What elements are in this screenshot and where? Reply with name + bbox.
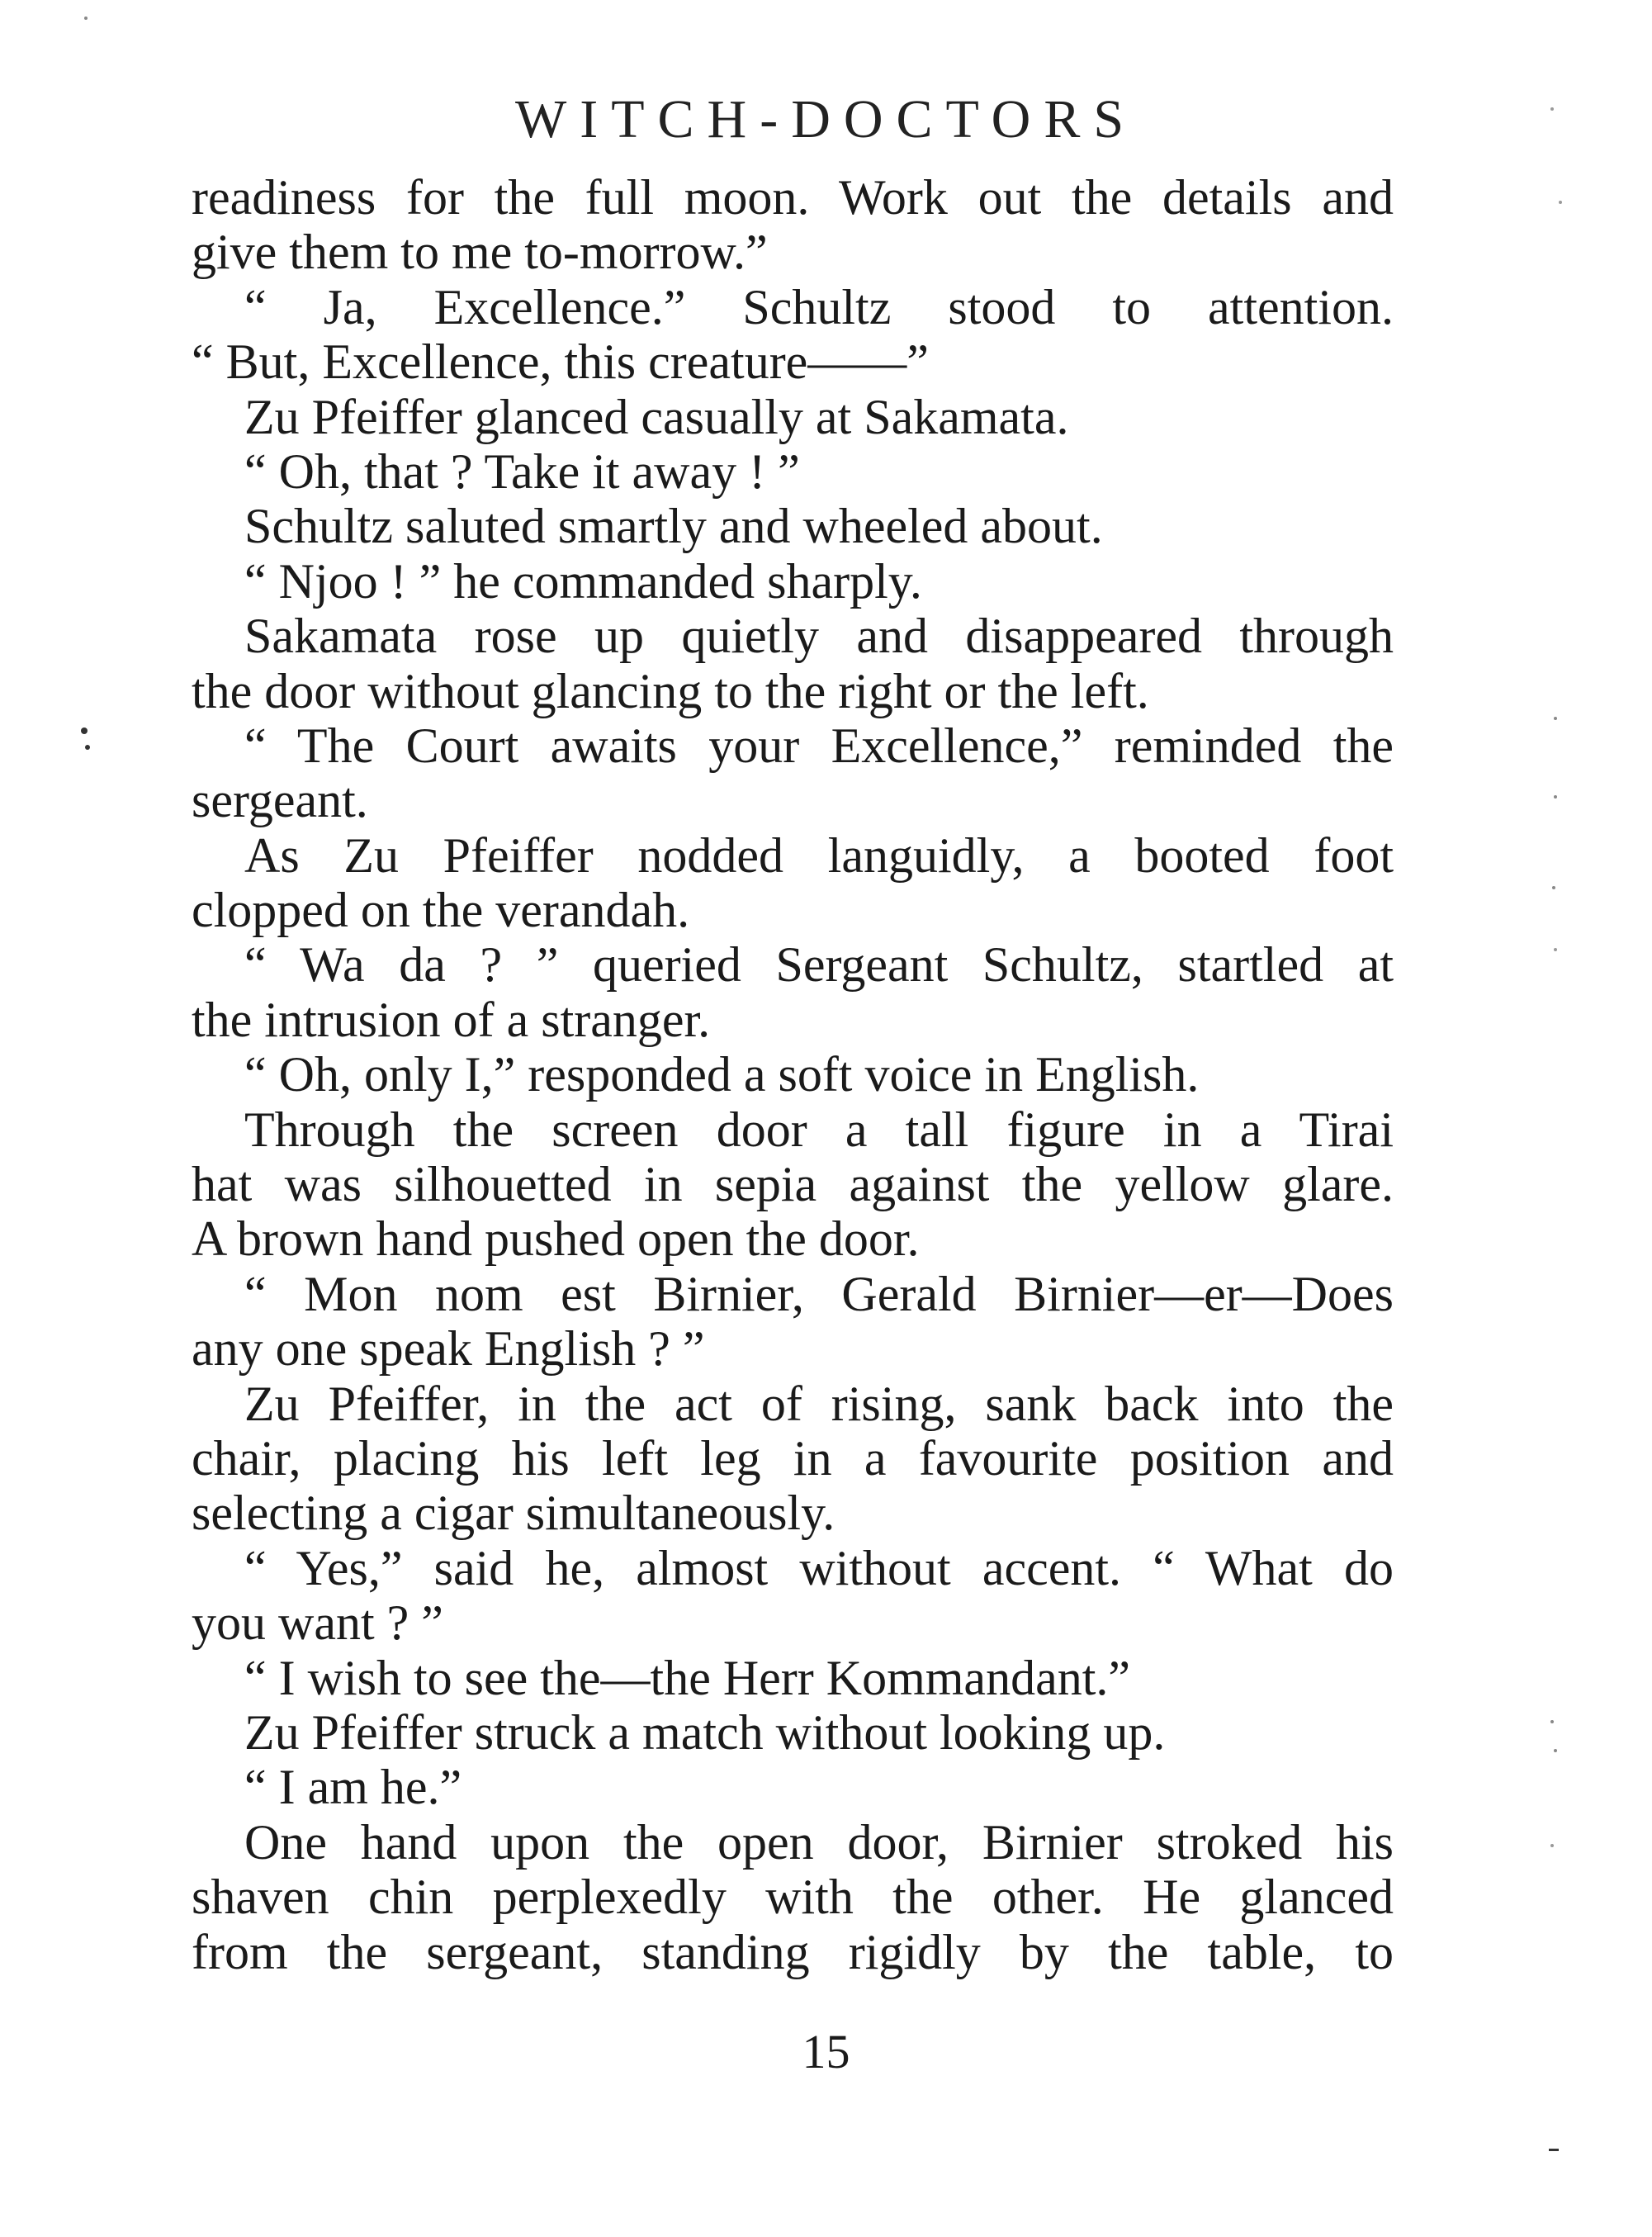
- text-line: “ Ja, Excellence.” Schultz stood to attention.: [244, 279, 1394, 334]
- text-line: “ I wish to see the—the Herr Kommandant.”: [244, 1650, 1130, 1705]
- text-line: readiness for the full moon. Work out the details and: [192, 170, 1394, 225]
- text-line: sergeant.: [192, 773, 368, 828]
- text-line: Zu Pfeiffer, in the act of rising, sank back into the: [244, 1376, 1394, 1431]
- running-head: WITCH-DOCTORS: [514, 89, 1138, 149]
- speck: [1549, 2149, 1559, 2151]
- text-line: the door without glancing to the right or the left.: [192, 663, 1149, 718]
- text-line: “ Oh, only I,” responded a soft voice in English.: [244, 1047, 1200, 1102]
- speck: [1554, 795, 1557, 799]
- speck: [1559, 201, 1562, 204]
- text-line: “ Wa da ? ” queried Sergeant Schultz, startled at: [244, 937, 1394, 993]
- page-number: 15: [802, 2025, 850, 2078]
- text-line: “ Njoo ! ” he commanded sharply.: [244, 553, 922, 609]
- text-line: “ Mon nom est Birnier, Gerald Birnier—er—Does: [244, 1266, 1394, 1321]
- text-line: As Zu Pfeiffer nodded languidly, a booted foot: [244, 827, 1394, 883]
- text-line: Through the screen door a tall figure in a Tirai: [244, 1102, 1394, 1157]
- text-line: “ Yes,” said he, almost without accent. “ What do: [244, 1540, 1394, 1595]
- text-line: any one speak English ? ”: [192, 1321, 705, 1377]
- text-line: clopped on the verandah.: [192, 883, 690, 938]
- text-line: “ The Court awaits your Excellence,” reminded the: [244, 718, 1394, 773]
- text-line: “ Oh, that ? Take it away ! ”: [244, 443, 800, 499]
- text-line: Schultz saluted smartly and wheeled about.: [244, 499, 1103, 554]
- text-line: the intrusion of a stranger.: [192, 992, 711, 1047]
- text-line: “ But, Excellence, this creature——”: [192, 334, 929, 390]
- speck: [84, 17, 88, 20]
- speck: [1554, 948, 1557, 951]
- text-line: A brown hand pushed open the door.: [192, 1211, 920, 1267]
- speck: [1554, 1749, 1557, 1752]
- speck: [1550, 1720, 1554, 1723]
- text-line: from the sergeant, standing rigidly by the table, to: [192, 1924, 1394, 1979]
- speck: [85, 745, 90, 750]
- text-line: hat was silhouetted in sepia against the yellow glare.: [192, 1157, 1394, 1212]
- text-line: chair, placing his left leg in a favourite position and: [192, 1430, 1394, 1486]
- text-line: you want ? ”: [192, 1595, 443, 1651]
- speck: [1552, 886, 1555, 889]
- text-line: Sakamata rose up quietly and disappeared through: [244, 609, 1394, 664]
- text-line: Zu Pfeiffer struck a match without looking up.: [244, 1704, 1166, 1760]
- speck: [1550, 1844, 1554, 1847]
- text-line: shaven chin perplexedly with the other. He glanced: [192, 1870, 1394, 1925]
- text-line: Zu Pfeiffer glanced casually at Sakamata.: [244, 389, 1069, 444]
- speck: [81, 727, 88, 734]
- text-line: selecting a cigar simultaneously.: [192, 1486, 835, 1541]
- speck: [1554, 717, 1557, 720]
- body-text: [192, 170, 1394, 1979]
- text-line: give them to me to-morrow.”: [192, 225, 768, 280]
- text-line: One hand upon the open door, Birnier stroked his: [244, 1814, 1394, 1870]
- text-line: “ I am he.”: [244, 1760, 462, 1815]
